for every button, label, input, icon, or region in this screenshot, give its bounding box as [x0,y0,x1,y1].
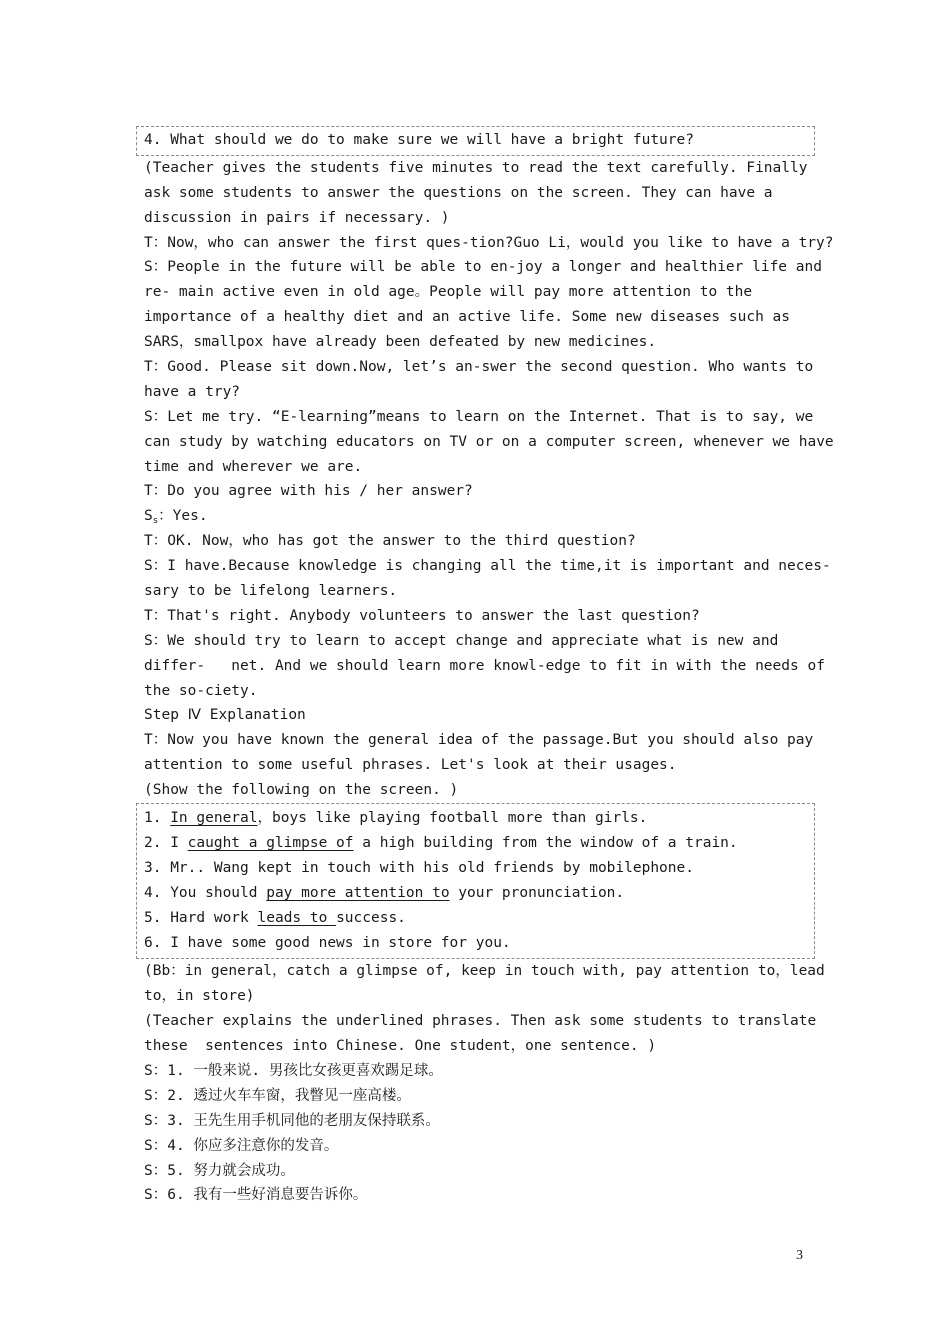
reply-text: ：Yes. [158,508,208,525]
underlined-phrase: leads to [257,909,337,926]
text-line: to，in store) [144,988,255,1005]
phrases-box [136,803,815,959]
text-line: discussion in pairs if necessary. ) [144,209,450,226]
section-heading: Step Ⅳ Explanation [144,707,306,724]
students-reply-line [144,504,816,529]
speaker-label: S [144,508,153,525]
sentence-text: 4. You should [144,884,267,901]
translation-line: S：6. 我有一些好消息要告诉你。 [144,1187,368,1204]
text-line: T：That's right. Anybody volunteers to answer the last question? [144,607,700,624]
text-line: SARS，smallpox have already been defeated by new medicines. [144,334,657,351]
phrase-sentence [144,906,814,931]
translation-line: S：3. 王先生用手机同他的老朋友保持联系。 [144,1112,440,1129]
after-box-section [144,959,825,1208]
text-line: S：Let me try. “E-learning”means to learn on the Internet. That is to say, we [144,408,814,425]
text-line: importance of a healthy diet and an active life. Some new diseases such as [144,309,791,326]
text-line: T：Now，who can answer the first ques-tion?Guo Li，would you like to have a try? [144,234,834,251]
text-line: (Teacher explains the underlined phrases. Then ask some students to translate [144,1013,817,1030]
phrase-sentence [144,931,814,956]
translation-line: S：4. 你应多注意你的发音。 [144,1137,339,1154]
page-content [144,126,834,1208]
text-line: (Teacher gives the students five minutes to read the text carefully. Finally [144,159,808,176]
text-line: differ- net. And we should learn more knowl-edge to fit in with the needs of [144,657,825,674]
text-line: (Bb：in general，catch a glimpse of, keep in touch with, pay attention to，lead [144,963,825,980]
sentence-text: ，boys like playing football more than girls. [257,810,648,827]
translation-line: S：1. 一般来说. 男孩比女孩更喜欢踢足球。 [144,1062,443,1079]
text-line: T：Good. Please sit down.Now, let’s an-swer the second question. Who wants to [144,359,814,376]
underlined-phrase: In general [170,810,258,827]
text-line: (Show the following on the screen. ) [144,782,459,799]
phrase-sentence [144,806,814,831]
sentence-text: 1. [144,810,171,827]
intro-paragraph [144,156,816,231]
text-line: T：Do you agree with his / her answer? [144,483,473,500]
text-line: re- main active even in old age。People will pay more attention to the [144,284,753,301]
sentence-text: a high building from the window of a train. [353,834,738,851]
text-line: have a try? [144,383,241,400]
phrase-sentence [144,881,814,906]
text-line: can study by watching educators on TV or on a computer screen, whenever we have [144,433,834,450]
dialogue-section [144,231,834,803]
page-number: 3 [796,1248,803,1263]
sentence-text: 6. I have some good news in store for you. [144,934,511,951]
text-line: the so-ciety. [144,682,258,699]
phrase-sentence [144,831,814,856]
sentence-text: success. [336,909,406,926]
text-line: these sentences into Chinese. One student，one sentence. ) [144,1038,657,1055]
text-line: S：We should try to learn to accept change and appreciate what is new and [144,632,779,649]
underlined-phrase: caught a glimpse of [187,834,354,851]
sentence-text: your pronunciation. [449,884,625,901]
underlined-phrase: pay more attention to [266,884,450,901]
text-line: attention to some useful phrases. Let's look at their usages. [144,757,677,774]
sentence-text: 3. Mr.. Wang kept in touch with his old friends by mobilephone. [144,859,694,876]
text-line: ask some students to answer the questions on the screen. They can have a [144,184,773,201]
translation-line: S：2. 透过火车车窗，我瞥见一座高楼。 [144,1087,411,1104]
text-line: S：People in the future will be able to en-joy a longer and healthier life and [144,259,822,276]
phrase-sentence [144,856,814,881]
text-line: time and wherever we are. [144,458,363,475]
question-box [136,126,815,156]
translation-line: S：5. 努力就会成功。 [144,1162,295,1179]
sentence-text: 2. I [144,834,188,851]
text-line: T：Now you have known the general idea of the passage.But you should also pay [144,732,814,749]
box-question-line: 4. What should we do to make sure we will have a bright future? [144,132,694,148]
text-line: S：I have.Because knowledge is changing all the time,it is important and neces- [144,558,831,575]
text-line: T：OK. Now，who has got the answer to the third question? [144,533,636,550]
sentence-text: 5. Hard work [144,909,258,926]
text-line: sary to be lifelong learners. [144,583,398,600]
speaker-subscript: s [152,516,159,527]
